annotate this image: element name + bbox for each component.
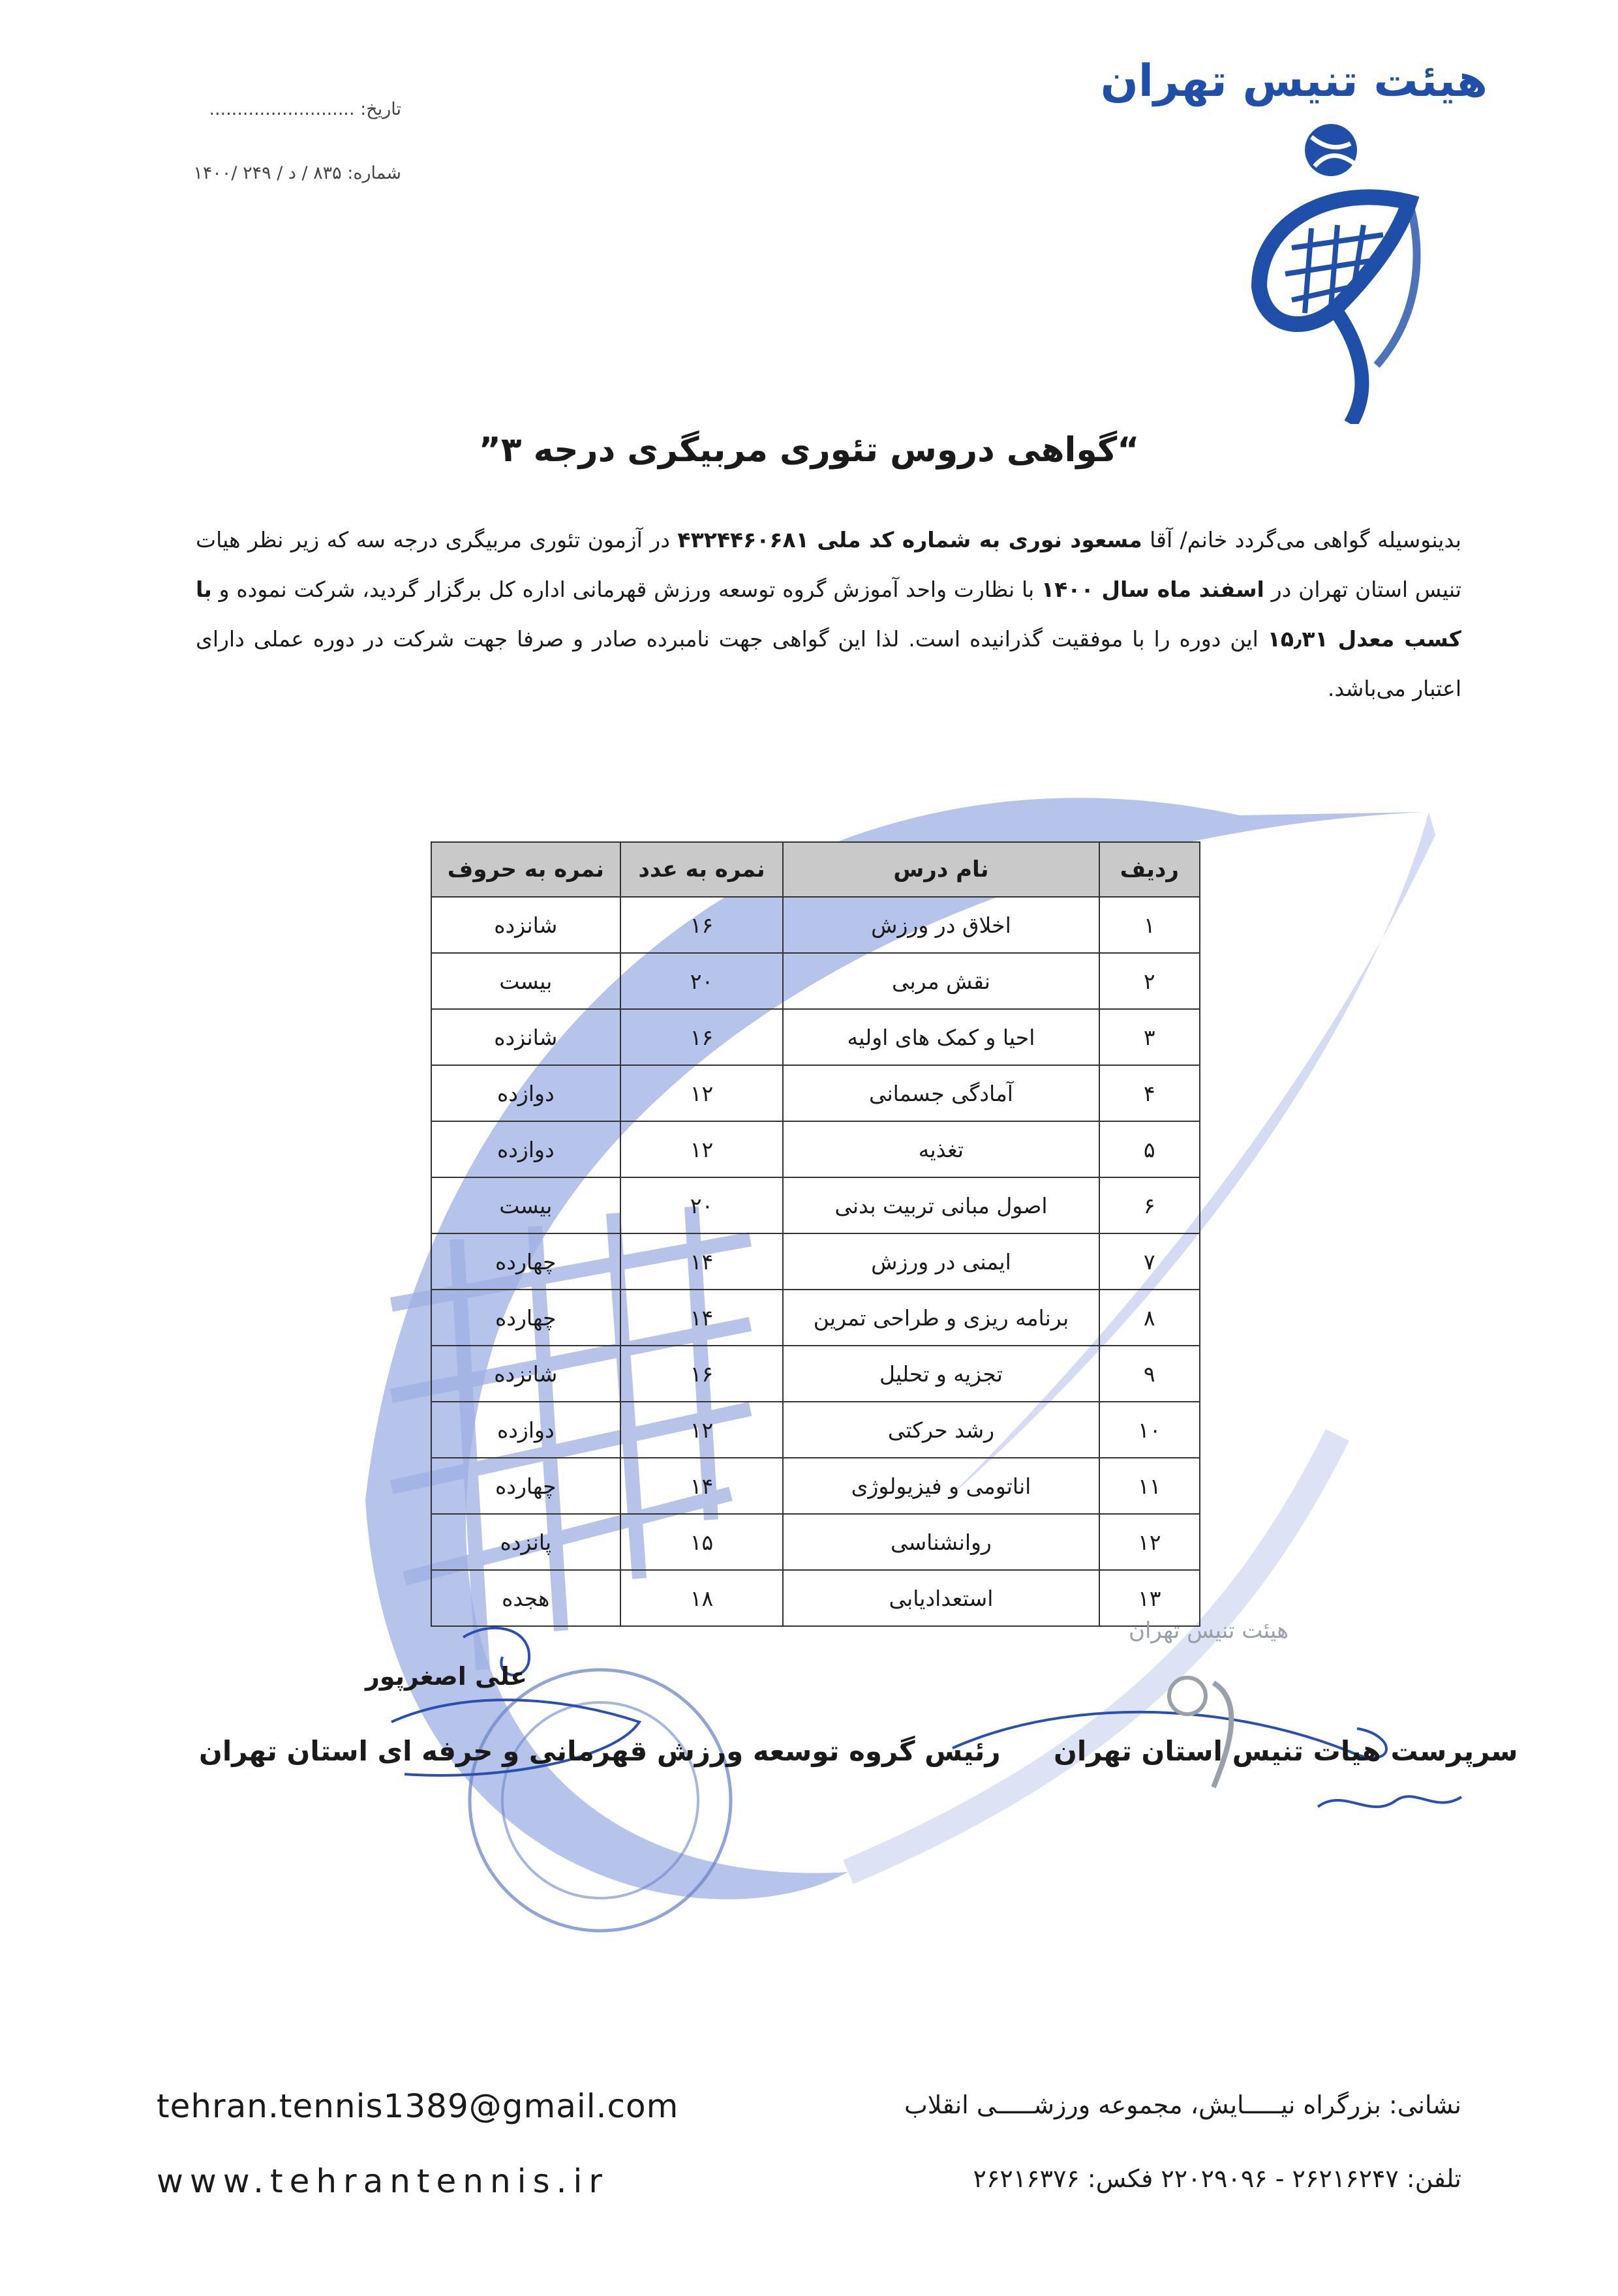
grade-words: شانزده — [431, 1346, 620, 1402]
course-name: ایمنی در ورزش — [783, 1233, 1099, 1290]
course-name: اخلاق در ورزش — [783, 897, 1099, 953]
footer-email[interactable]: tehran.tennis1389@gmail.com — [157, 2087, 679, 2125]
stamp-org-text: هیئت تنیس تهران — [1129, 1618, 1289, 1644]
course-name: احیا و کمک های اولیه — [783, 1009, 1099, 1065]
grade-number: ۱۴ — [620, 1233, 784, 1290]
grade-number: ۱۲ — [620, 1065, 784, 1121]
course-date: اسفند ماه سال ۱۴۰۰ — [1041, 577, 1264, 602]
grade-words: شانزده — [431, 1009, 620, 1065]
certificate-body — [196, 515, 1461, 714]
body-part-4: این دوره را با موفقیت گذرانیده است. لذا این گواهی جهت نامبرده صادر و صرفا جهت شرکت در دوره عملی دارای اعتبار می‌باشد. — [196, 626, 1461, 701]
signatory-title-right: سرپرست هیات تنیس استان تهران — [1054, 1735, 1518, 1767]
grade-number: ۱۶ — [620, 897, 784, 953]
grade-number: ۱۸ — [620, 1570, 784, 1626]
grade-words: دوازده — [431, 1121, 620, 1177]
row-number: ۵ — [1099, 1121, 1200, 1177]
table-row — [431, 1065, 1200, 1121]
table-row — [431, 1346, 1200, 1402]
course-name: نقش مربی — [783, 953, 1099, 1009]
grade-number: ۱۵ — [620, 1514, 784, 1570]
row-number: ۳ — [1099, 1009, 1200, 1065]
table-row — [431, 1177, 1200, 1233]
body-part-1: بدینوسیله گواهی می‌گردد خانم/ آقا — [1142, 527, 1461, 552]
grade-words: شانزده — [431, 897, 620, 953]
table-row — [431, 953, 1200, 1009]
table-row — [431, 1402, 1200, 1458]
grade-number: ۲۰ — [620, 1177, 784, 1233]
table-row — [431, 1009, 1200, 1065]
body-part-2: در آزمون تئوری مربیگری درجه سه که زیر نظر هیات تنیس استان تهران در — [196, 527, 1462, 602]
grade-number: ۱۲ — [620, 1121, 784, 1177]
table-row — [431, 1290, 1200, 1346]
grade-number: ۱۴ — [620, 1290, 784, 1346]
course-name: اناتومی و فیزیولوژی — [783, 1458, 1099, 1514]
row-number: ۱۱ — [1099, 1458, 1200, 1514]
grade-number: ۱۶ — [620, 1346, 784, 1402]
grade-words: دوازده — [431, 1065, 620, 1121]
grade-number: ۱۶ — [620, 1009, 784, 1065]
grade-number: ۱۴ — [620, 1458, 784, 1514]
table-row — [431, 1458, 1200, 1514]
grade-number: ۲۰ — [620, 953, 784, 1009]
grade-number: ۱۲ — [620, 1402, 784, 1458]
grade-words: بیست — [431, 1177, 620, 1233]
date-field: تاریخ: .......................... — [209, 99, 401, 119]
row-number: ۷ — [1099, 1233, 1200, 1290]
course-name: تجزیه و تحلیل — [783, 1346, 1099, 1402]
official-stamp — [365, 1592, 789, 1957]
grade-words: هجده — [431, 1570, 620, 1626]
certificate-title: “گواهی دروس تئوری مربیگری درجه ۳” — [478, 430, 1140, 470]
course-name: رشد حرکتی — [783, 1402, 1099, 1458]
course-name: استعدادیابی — [783, 1570, 1099, 1626]
row-number: ۶ — [1099, 1177, 1200, 1233]
grades-table — [431, 841, 1200, 1627]
signatory-name: علی اصغرپور — [365, 1662, 527, 1691]
course-name: اصول مبانی تربیت بدنی — [783, 1177, 1099, 1233]
table-row — [431, 1233, 1200, 1290]
row-number: ۱۰ — [1099, 1402, 1200, 1458]
tennis-logo-icon — [1233, 117, 1429, 424]
row-number: ۱۳ — [1099, 1570, 1200, 1626]
letter-number: شماره: ۸۳۵ / د / ۲۴۹ /۱۴۰۰ — [193, 163, 401, 183]
signatory-title-left: رئیس گروه توسعه ورزش قهرمانی و حرفه ای استان تهران — [199, 1735, 1001, 1767]
row-number: ۱ — [1099, 897, 1200, 953]
header-row-number: ردیف — [1099, 842, 1200, 897]
holder-name: مسعود نوری به شماره کد ملی ۴۳۲۴۴۶۰۶۸۱ — [677, 527, 1142, 552]
organization-name: هیئت تنیس تهران — [1100, 55, 1488, 107]
footer-address: نشانی: بزرگراه نیـــــایش، مجموعه ورزشـــــی انقلاب — [904, 2091, 1461, 2119]
footer-phone: تلفن: ۲۶۲۱۶۲۴۷ - ۲۲۰۲۹۰۹۶ فکس: ۲۶۲۱۶۳۷۶ — [973, 2164, 1461, 2193]
average-grade: با کسب معدل ۱۵٫۳۱ — [196, 577, 1461, 652]
grade-words: پانزده — [431, 1514, 620, 1570]
header-grade-number: نمره به عدد — [620, 842, 784, 897]
course-name: روانشناسی — [783, 1514, 1099, 1570]
grade-words: چهارده — [431, 1458, 620, 1514]
body-part-3: با نظارت واحد آموزش گروه توسعه ورزش قهرمانی اداره کل برگزار گردید، شرکت نموده و — [211, 577, 1042, 602]
header-course-name: نام درس — [783, 842, 1099, 897]
row-number: ۴ — [1099, 1065, 1200, 1121]
course-name: تغذیه — [783, 1121, 1099, 1177]
table-header-row — [431, 842, 1200, 897]
grade-words: بیست — [431, 953, 620, 1009]
grade-words: دوازده — [431, 1402, 620, 1458]
table-row — [431, 897, 1200, 953]
row-number: ۲ — [1099, 953, 1200, 1009]
grade-words: چهارده — [431, 1233, 620, 1290]
table-row — [431, 1121, 1200, 1177]
header-grade-words: نمره به حروف — [431, 842, 620, 897]
table-row — [431, 1514, 1200, 1570]
row-number: ۹ — [1099, 1346, 1200, 1402]
grade-words: چهارده — [431, 1290, 620, 1346]
row-number: ۱۲ — [1099, 1514, 1200, 1570]
course-name: برنامه ریزی و طراحی تمرین — [783, 1290, 1099, 1346]
row-number: ۸ — [1099, 1290, 1200, 1346]
course-name: آمادگی جسمانی — [783, 1065, 1099, 1121]
footer-website[interactable]: www.tehrantennis.ir — [157, 2162, 609, 2200]
